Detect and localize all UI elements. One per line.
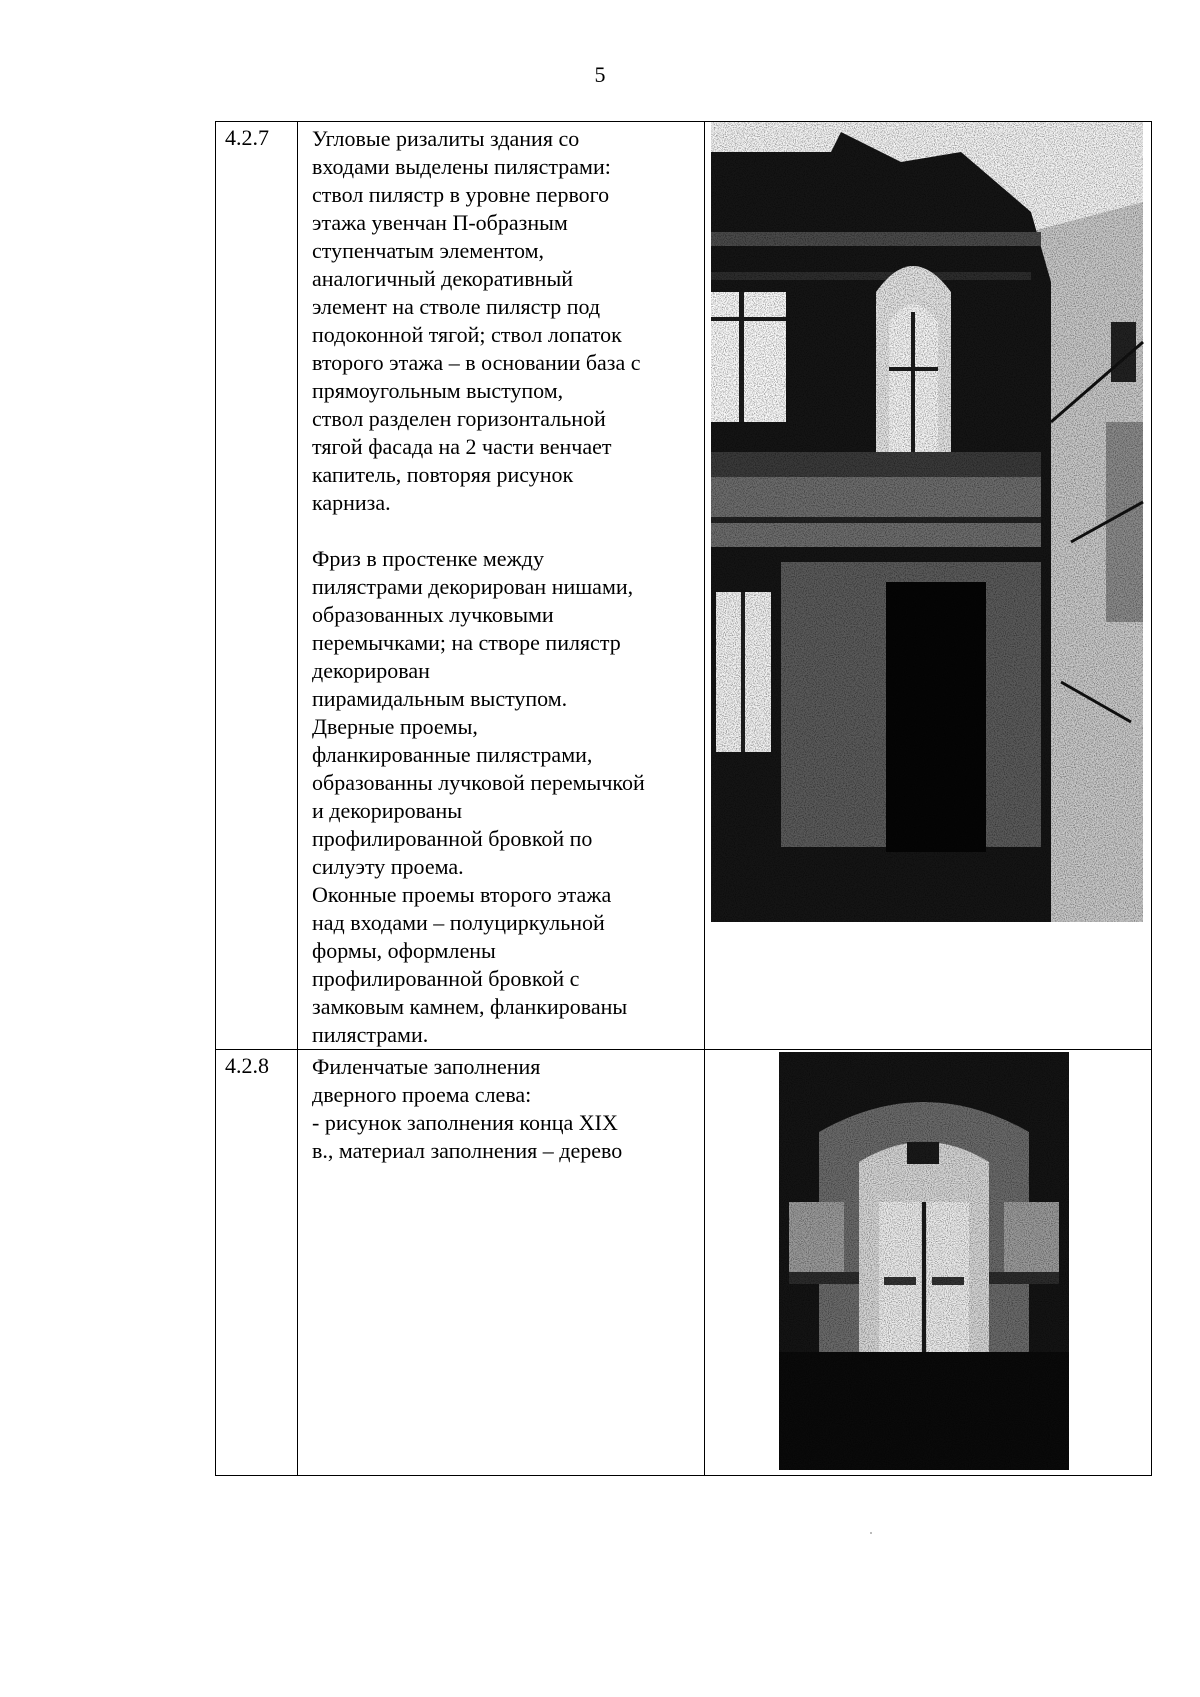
facade-photo [705,122,1151,922]
door-photo [705,1050,1151,1470]
row-number: 4.2.7 [216,122,298,1050]
row-photo-cell [705,1050,1152,1476]
description-paragraph: Филенчатые заполнения дверного проема слева: - рисунок заполнения конца XIX в., материал заполнения – дерево [312,1054,623,1163]
description-paragraph: Угловые ризалиты здания со входами выделены пилястрами: ствол пилястр в уровне первого этажа увенчан П-образным ступенчатым элементом, аналогичный декоративный элемент на стволе пилястр под подоконной тягой; ствол лопаток второго этажа – в основании база с прямоугольным выступом, ствол разделен горизонтальной тягой фасада на 2 части венчает капитель, повторяя рисунок карниза. [312,126,641,515]
row-description [298,122,705,1050]
table-row [216,122,1152,1050]
row-photo-cell [705,122,1152,1050]
description-paragraph: Фриз в простенке между пилястрами декорирован нишами, образованных лучковыми перемычками; на створе пилястр декорирован пирамидальным выступом. Дверные проемы, фланкированные пилястрами, образованны лучковой перемычкой и декорированы профилированной бровкой по силуэту проема. Оконные проемы второго этажа над входами – полуциркульной формы, оформлены профилированной бровкой с замковым камнем, фланкированы пилястрами. [312,546,645,1047]
scan-speck [870,1532,872,1534]
table-row [216,1050,1152,1476]
row-number: 4.2.8 [216,1050,298,1476]
specification-table [215,121,1152,1476]
row-description [298,1050,705,1476]
page-number: 5 [594,62,606,87]
